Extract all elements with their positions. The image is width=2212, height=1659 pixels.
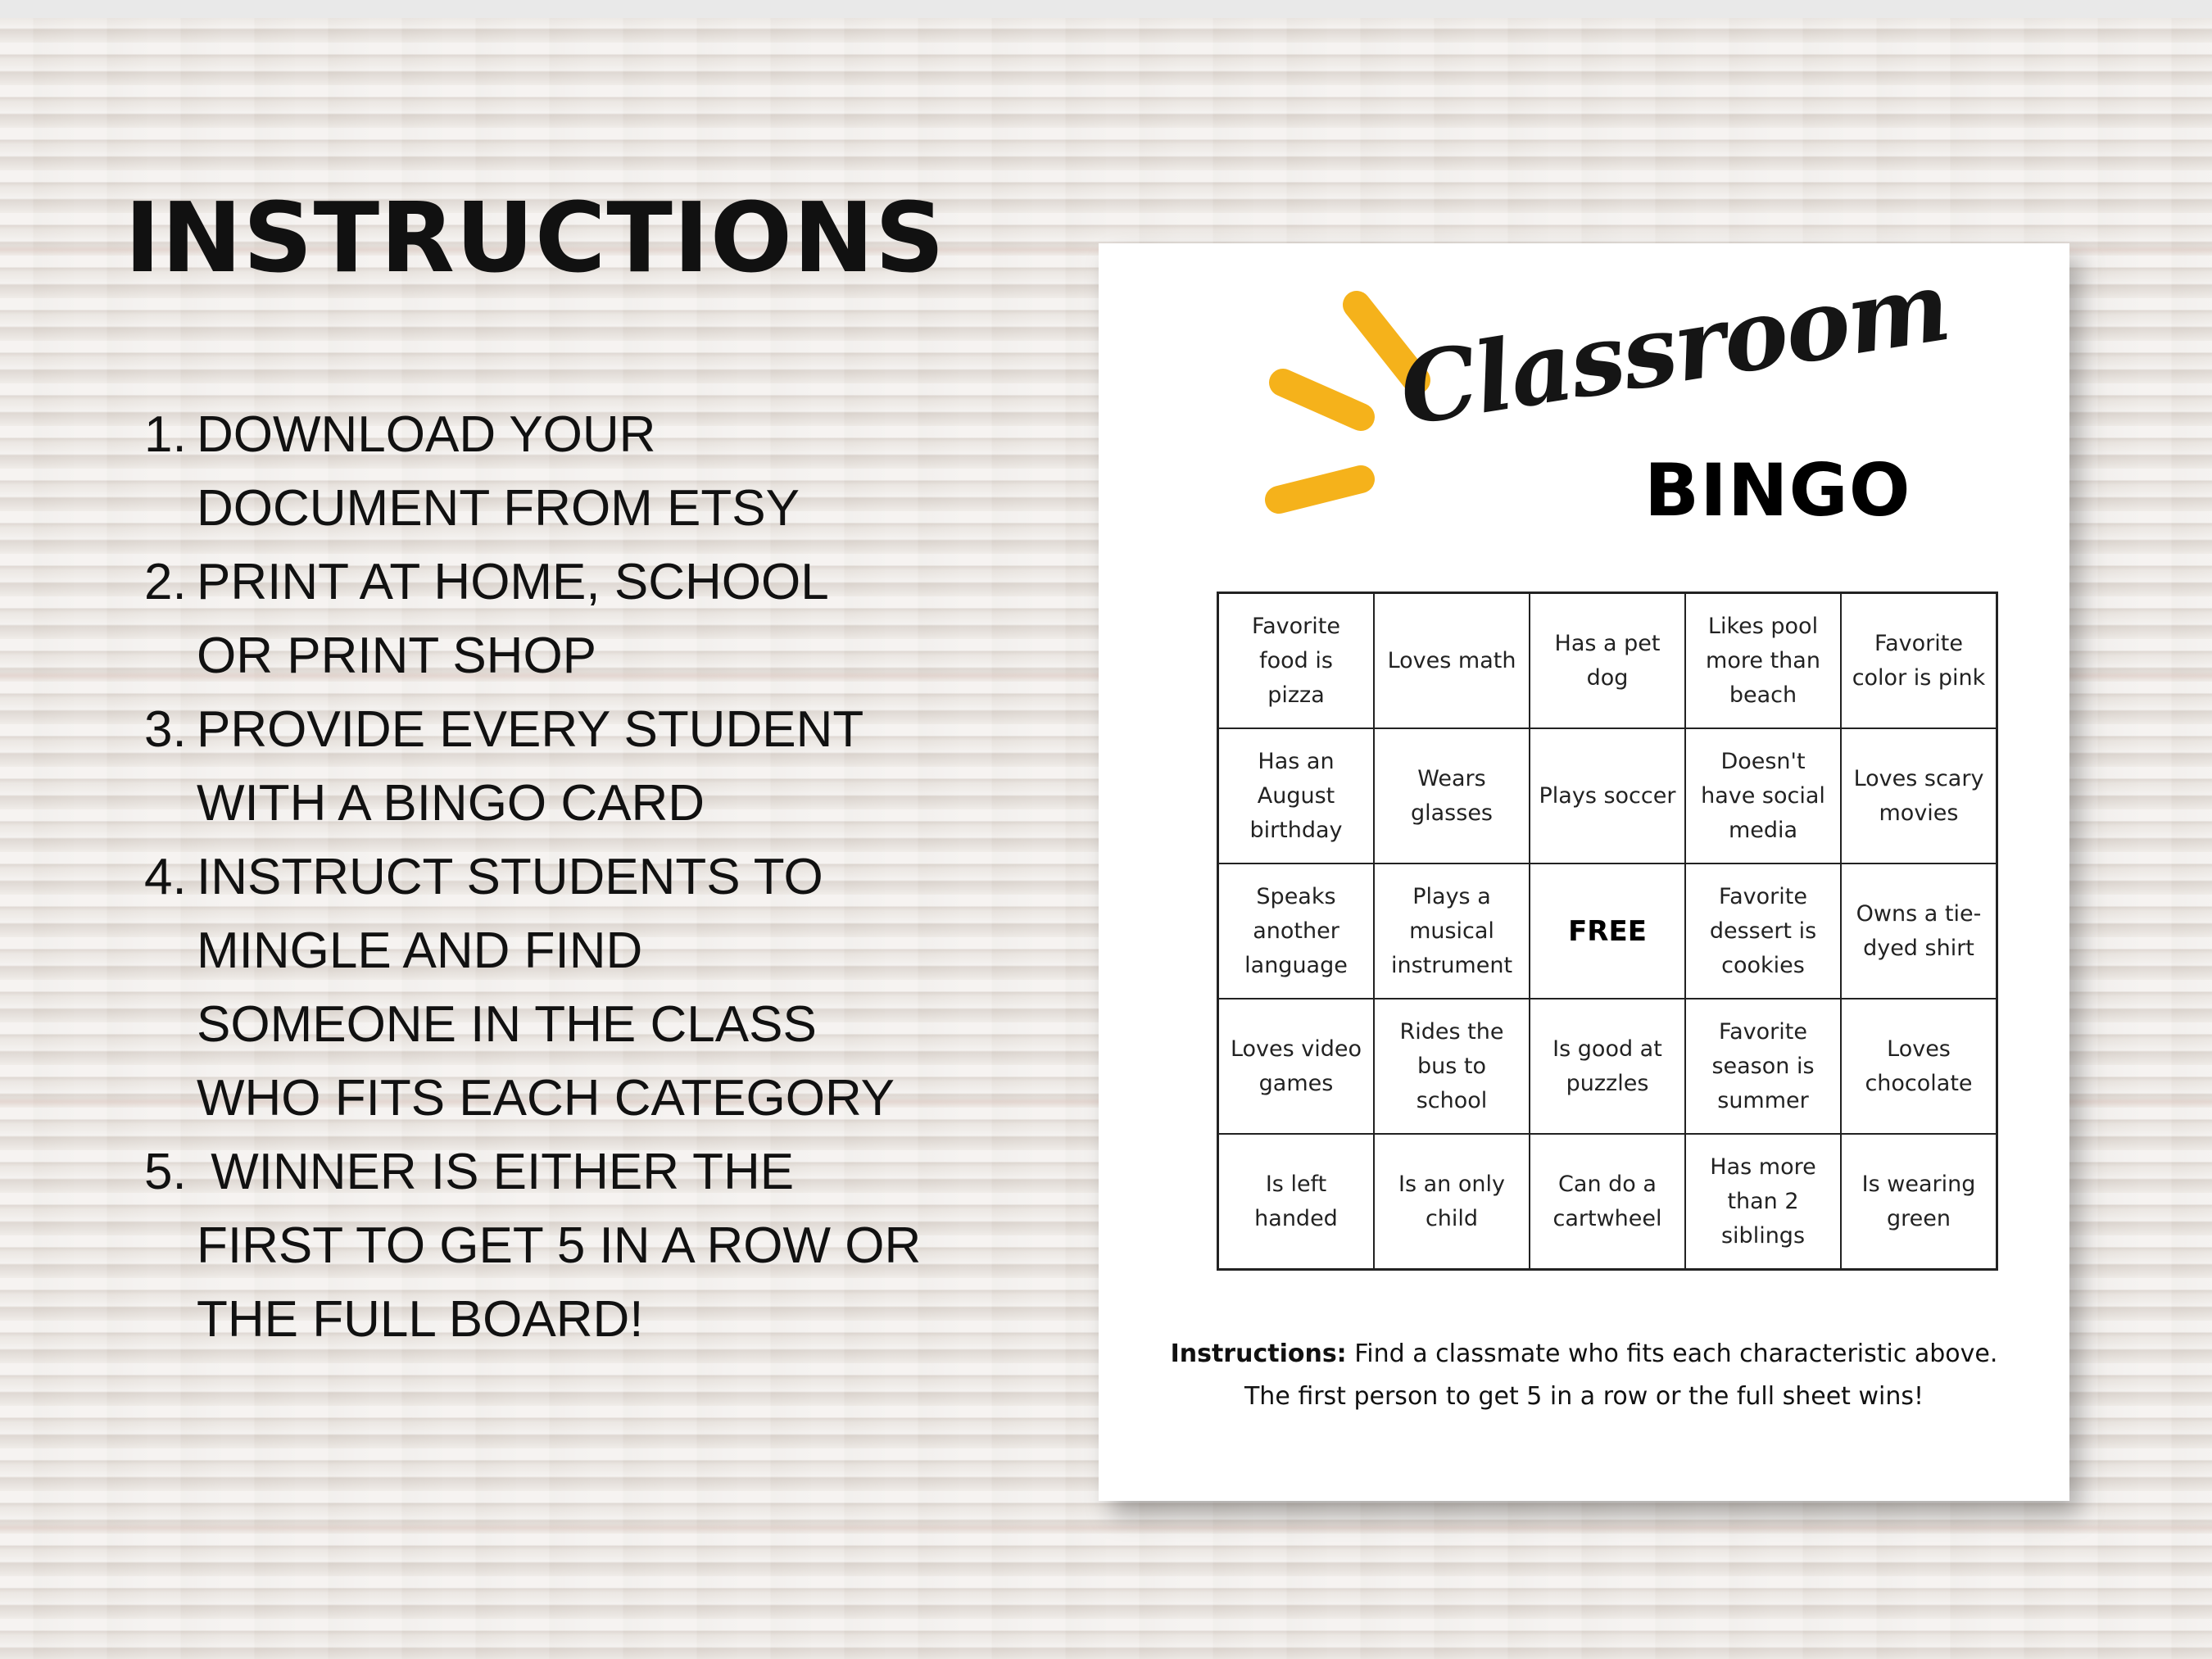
step-text — [197, 546, 980, 693]
bingo-cell-line: language — [1244, 952, 1348, 978]
bingo-cell-line: school — [1416, 1087, 1488, 1113]
bingo-cell-line: siblings — [1720, 1222, 1806, 1249]
bingo-cell-line: Plays soccer — [1539, 782, 1676, 809]
step-line: WHO FITS EACH CATEGORY — [197, 1070, 895, 1126]
instruction-step — [144, 1135, 980, 1357]
bingo-cell-line: green — [1887, 1205, 1951, 1231]
bingo-cell-line: handed — [1254, 1205, 1338, 1231]
instructions-panel — [125, 180, 945, 1348]
bingo-cell-line: Has more — [1710, 1154, 1816, 1180]
bingo-cell-line: Loves scary — [1853, 765, 1984, 791]
step-line: MINGLE AND FIND — [197, 922, 643, 979]
bingo-cell — [1685, 999, 1841, 1134]
bingo-cell-line: movies — [1879, 800, 1959, 826]
bingo-cell-line: chocolate — [1865, 1070, 1973, 1096]
bingo-cell — [1841, 728, 1997, 863]
bingo-cell-line: Loves — [1887, 1036, 1951, 1062]
bingo-cell — [1218, 728, 1375, 863]
bingo-cell-line: media — [1728, 817, 1798, 843]
bingo-cell — [1374, 593, 1530, 729]
bingo-cell-line: FREE — [1568, 914, 1647, 948]
step-number: 3. — [144, 701, 187, 758]
step-line: FIRST TO GET 5 IN A ROW OR — [197, 1217, 922, 1274]
bingo-cell-line: Favorite — [1252, 613, 1340, 639]
bingo-cell-line: dog — [1586, 664, 1629, 691]
step-line: SOMEONE IN THE CLASS — [197, 996, 817, 1053]
step-number: 5. — [144, 1144, 187, 1200]
bingo-cell-line: instrument — [1390, 952, 1513, 978]
bingo-row — [1218, 728, 1997, 863]
bingo-cell-line: color is pink — [1852, 664, 1986, 691]
bingo-card — [1099, 243, 2069, 1501]
bingo-cell-line: Can do a — [1558, 1171, 1657, 1197]
step-line: WINNER IS EITHER THE — [197, 1144, 795, 1200]
card-title-bingo: BINGO — [1644, 448, 1911, 533]
bingo-row — [1218, 863, 1997, 999]
bingo-cell — [1841, 999, 1997, 1134]
bingo-cell — [1685, 728, 1841, 863]
step-text — [197, 693, 980, 841]
card-instructions-line-2: The first person to get 5 in a row or the full sheet wins! — [1244, 1382, 1924, 1411]
bingo-cell-line: summer — [1717, 1087, 1809, 1113]
bingo-cell — [1841, 863, 1997, 999]
card-instructions-label: Instructions: — [1170, 1339, 1347, 1368]
bingo-cell-line: have social — [1701, 782, 1825, 809]
bingo-row — [1218, 999, 1997, 1134]
bingo-cell — [1218, 1134, 1375, 1270]
bingo-cell-line: musical — [1409, 918, 1494, 944]
bingo-cell — [1530, 1134, 1685, 1270]
bingo-cell-line: Speaks — [1256, 883, 1336, 909]
bingo-cell — [1218, 863, 1375, 999]
bingo-cell — [1374, 1134, 1530, 1270]
bingo-row — [1218, 1134, 1997, 1270]
bingo-cell — [1530, 863, 1685, 999]
step-text — [197, 841, 980, 1135]
bingo-cell-line: more than — [1706, 647, 1820, 673]
top-strip — [0, 0, 2212, 18]
bingo-cell-line: beach — [1729, 682, 1797, 708]
bingo-cell — [1841, 593, 1997, 729]
bingo-cell-line: another — [1253, 918, 1339, 944]
bingo-cell-line: Favorite — [1719, 883, 1807, 909]
bingo-cell — [1685, 1134, 1841, 1270]
bingo-cell-line: Favorite — [1874, 630, 1963, 656]
bingo-cell — [1374, 863, 1530, 999]
step-text — [197, 398, 980, 546]
bingo-cell — [1530, 593, 1685, 729]
step-line: INSTRUCT STUDENTS TO — [197, 849, 823, 905]
step-line: WITH A BINGO CARD — [197, 775, 705, 832]
bingo-cell-line: than 2 — [1727, 1188, 1799, 1214]
card-instructions-line-1 — [1131, 1333, 2037, 1376]
bingo-cell-line: Owns a tie- — [1856, 900, 1982, 927]
bingo-cell-line: Favorite — [1719, 1018, 1807, 1045]
bingo-cell — [1218, 593, 1375, 729]
instruction-step — [144, 841, 980, 1135]
bingo-cell — [1685, 863, 1841, 999]
bingo-cell-line: Loves math — [1387, 647, 1516, 673]
bingo-cell-line: dessert is — [1709, 918, 1817, 944]
bingo-cell — [1374, 728, 1530, 863]
instruction-step — [144, 398, 980, 546]
bingo-cell-line: Is an only — [1398, 1171, 1505, 1197]
step-line: DOCUMENT FROM ETSY — [197, 480, 800, 537]
bingo-cell-line: games — [1258, 1070, 1334, 1096]
card-instructions-text: Find a classmate who fits each characteristic above. — [1346, 1339, 1998, 1368]
bingo-cell-line: Loves video — [1230, 1036, 1362, 1062]
bingo-cell-line: Doesn't — [1720, 748, 1806, 774]
bingo-cell-line: August — [1257, 782, 1335, 809]
step-line: PRINT AT HOME, SCHOOL — [197, 554, 829, 610]
bingo-cell — [1218, 999, 1375, 1134]
bingo-cell-line: bus to — [1416, 1053, 1486, 1079]
bingo-cell-line: dyed shirt — [1863, 935, 1974, 961]
bingo-cell-line: birthday — [1249, 817, 1343, 843]
instruction-step — [144, 546, 980, 693]
instruction-step — [144, 693, 980, 841]
bingo-cell — [1374, 999, 1530, 1134]
step-line: OR PRINT SHOP — [197, 628, 597, 684]
bingo-cell-line: glasses — [1411, 800, 1493, 826]
bingo-cell-line: food is — [1259, 647, 1333, 673]
bingo-cell — [1530, 728, 1685, 863]
bingo-cell-line: Is wearing — [1861, 1171, 1976, 1197]
bingo-cell — [1530, 999, 1685, 1134]
card-instructions — [1131, 1333, 2037, 1418]
bingo-grid — [1217, 592, 1998, 1271]
card-title-script: Classroom — [1392, 248, 1956, 447]
bingo-cell-line: season is — [1711, 1053, 1815, 1079]
bingo-cell-line: Is good at — [1552, 1036, 1662, 1062]
bingo-cell-line: Plays a — [1412, 883, 1491, 909]
bingo-cell-line: Is left — [1265, 1171, 1327, 1197]
bingo-cell-line: puzzles — [1566, 1070, 1649, 1096]
bingo-cell-line: pizza — [1267, 682, 1325, 708]
bingo-cell-line: Wears — [1417, 765, 1486, 791]
step-number: 4. — [144, 849, 187, 905]
bingo-row — [1218, 593, 1997, 729]
step-line: THE FULL BOARD! — [197, 1291, 644, 1348]
bingo-cell — [1685, 593, 1841, 729]
instructions-heading: INSTRUCTIONS — [125, 181, 945, 294]
step-text — [197, 1135, 980, 1357]
step-line: DOWNLOAD YOUR — [197, 406, 656, 463]
step-line: PROVIDE EVERY STUDENT — [197, 701, 864, 758]
bingo-cell-line: Has a pet — [1554, 630, 1661, 656]
step-number: 1. — [144, 406, 187, 463]
instructions-list — [144, 398, 980, 1357]
bingo-cell-line: Has an — [1258, 748, 1335, 774]
bingo-cell — [1841, 1134, 1997, 1270]
bingo-cell-line: cookies — [1721, 952, 1805, 978]
bingo-cell-line: Rides the — [1399, 1018, 1504, 1045]
step-number: 2. — [144, 554, 187, 610]
bingo-cell-line: child — [1425, 1205, 1479, 1231]
bingo-cell-line: cartwheel — [1552, 1205, 1662, 1231]
bingo-cell-line: Likes pool — [1707, 613, 1819, 639]
